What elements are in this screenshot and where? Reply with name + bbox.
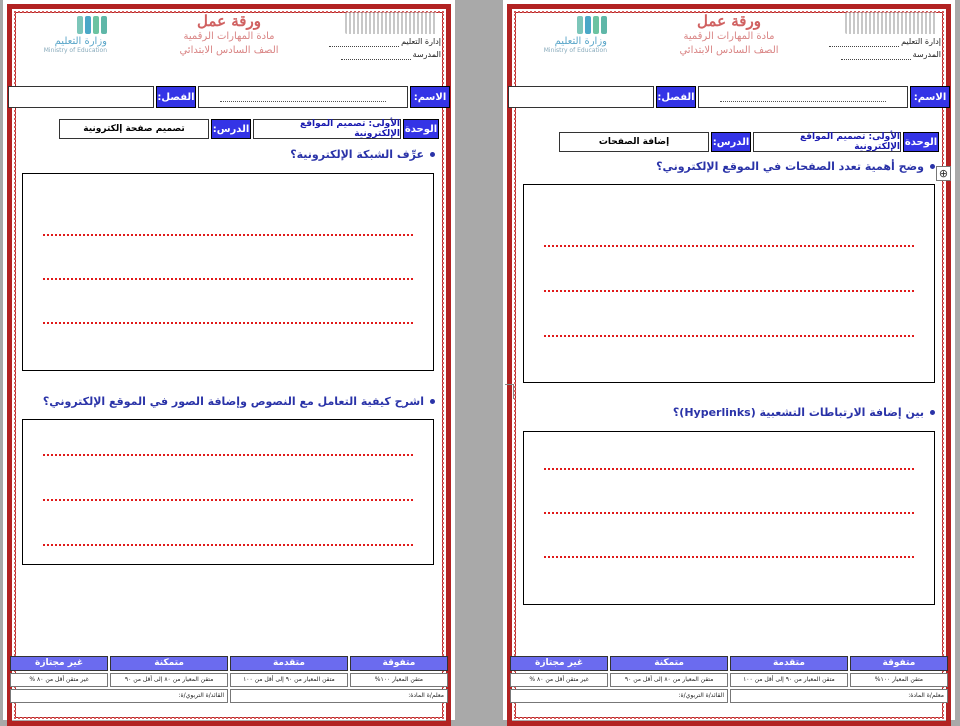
rubric-cell[interactable]: متقن المعيار ١٠٠% (850, 673, 948, 687)
kingdom-emblem-icon (845, 12, 937, 34)
rubric-header: غير مجتازة (510, 656, 608, 671)
rubric-cell[interactable]: غير متقن أقل من ٨٠ % (510, 673, 608, 687)
grade-label: الصف السادس الابتدائي (179, 45, 279, 56)
student-info-row (508, 86, 950, 108)
lesson-value: إضافة الصفحات (559, 132, 709, 152)
rubric-header: متقدمة (730, 656, 848, 671)
rubric-cell[interactable]: متقن المعيار من ٩٠ إلى أقل من ١٠٠ (230, 673, 348, 687)
admin-field[interactable] (829, 37, 899, 47)
unit-value: الأولى: تصميم المواقع الإلكترونية (753, 132, 901, 152)
admin-field[interactable] (329, 37, 399, 47)
rubric-header: متمكنة (610, 656, 728, 671)
ministry-name-en: Ministry of Education (43, 47, 107, 54)
admin-label: إدارة التعليم (401, 37, 441, 46)
rubric-cell[interactable]: متقن المعيار من ٨٠ إلى أقل من ٩٠ (110, 673, 228, 687)
answer-line (43, 322, 413, 324)
student-info-row (8, 86, 450, 108)
question-2-text: بين إضافة الارتباطات التشعبية (Hyperlinks)؟ (672, 406, 924, 419)
teacher-signature[interactable]: معلم/ة المادة: (730, 689, 948, 703)
header-info (321, 12, 441, 60)
admin-label: إدارة التعليم (901, 37, 941, 46)
ministry-logo (517, 16, 607, 54)
ministry-logo (17, 16, 107, 54)
ministry-name-en: Ministry of Education (543, 47, 607, 54)
answer-line (544, 290, 914, 292)
answer-box-1[interactable] (22, 173, 434, 371)
answer-line (43, 234, 413, 236)
rubric-header: متفوقة (350, 656, 448, 671)
name-field[interactable] (198, 86, 408, 108)
ministry-logo-icon (17, 16, 107, 34)
school-field[interactable] (341, 50, 411, 60)
answer-line (43, 454, 413, 456)
rubric-header: متفوقة (850, 656, 948, 671)
worksheet-page-right (503, 0, 955, 720)
question-1-text: وضح أهمية تعدد الصفحات في الموقع الإلكتروني؟ (656, 160, 924, 173)
class-field[interactable] (8, 86, 154, 108)
worksheet-title: ورقة عمل (197, 12, 261, 30)
subject-label: مادة المهارات الرقمية (183, 31, 275, 42)
ministry-logo-icon (517, 16, 607, 34)
rubric-table (10, 656, 448, 702)
answer-box-2[interactable] (22, 419, 434, 565)
unit-lesson-row (19, 119, 439, 139)
lesson-label: الدرس: (211, 119, 251, 139)
page-header (517, 12, 941, 84)
rubric-header: غير مجتازة (10, 656, 108, 671)
answer-box-1[interactable] (523, 184, 935, 383)
question-2 (43, 395, 435, 408)
school-label: المدرسة (912, 50, 941, 59)
subject-label: مادة المهارات الرقمية (683, 31, 775, 42)
answer-line (544, 556, 914, 558)
question-1 (656, 160, 935, 173)
name-field[interactable] (698, 86, 908, 108)
name-label: الاسم: (410, 86, 450, 108)
unit-value: الأولى: تصميم المواقع الإلكترونية (253, 119, 401, 139)
signature-row (510, 689, 948, 701)
header-info (821, 12, 941, 60)
lesson-label: الدرس: (711, 132, 751, 152)
grade-label: الصف السادس الابتدائي (679, 45, 779, 56)
class-field[interactable] (508, 86, 654, 108)
rubric-cell[interactable]: متقن المعيار ١٠٠% (350, 673, 448, 687)
answer-line (544, 335, 914, 337)
rubric-cell[interactable]: متقن المعيار من ٨٠ إلى أقل من ٩٠ (610, 673, 728, 687)
name-label: الاسم: (910, 86, 950, 108)
signature-row (10, 689, 448, 701)
rubric-header: متقدمة (230, 656, 348, 671)
rubric-cell[interactable]: غير متقن أقل من ٨٠ % (10, 673, 108, 687)
unit-label: الوحدة (403, 119, 439, 139)
header-title-block (644, 12, 814, 58)
text-boundary-marker (505, 384, 514, 399)
class-label: الفصل: (156, 86, 196, 108)
unit-lesson-row (519, 132, 939, 152)
school-field[interactable] (841, 50, 911, 60)
answer-line (43, 499, 413, 501)
answer-line (544, 512, 914, 514)
lesson-value: تصميم صفحة إلكترونية (59, 119, 209, 139)
question-2-text: اشرح كيفية التعامل مع النصوص وإضافة الصور في الموقع الإلكتروني؟ (42, 395, 424, 408)
teacher-signature[interactable]: معلم/ة المادة: (230, 689, 448, 703)
school-label: المدرسة (412, 50, 441, 59)
kingdom-emblem-icon (345, 12, 437, 34)
question-1 (290, 148, 435, 161)
supervisor-signature[interactable]: القائد/ة التربوي/ة: (10, 689, 228, 703)
ministry-name-ar: وزارة التعليم (554, 36, 607, 47)
supervisor-signature[interactable]: القائد/ة التربوي/ة: (510, 689, 728, 703)
answer-box-2[interactable] (523, 431, 935, 605)
rubric-header: متمكنة (110, 656, 228, 671)
rubric-table (510, 656, 948, 702)
worksheet-page-left (3, 0, 455, 720)
unit-label: الوحدة (903, 132, 939, 152)
question-1-text: عرِّف الشبكة الإلكترونية؟ (290, 148, 424, 161)
bullet-icon (930, 410, 935, 415)
question-2 (673, 406, 935, 419)
answer-line (544, 468, 914, 470)
table-move-handle-icon[interactable]: ⊕ (936, 166, 951, 181)
bullet-icon (430, 152, 435, 157)
rubric-cell[interactable]: متقن المعيار من ٩٠ إلى أقل من ١٠٠ (730, 673, 848, 687)
answer-line (43, 278, 413, 280)
class-label: الفصل: (656, 86, 696, 108)
answer-line (43, 544, 413, 546)
bullet-icon (930, 164, 935, 169)
worksheet-title: ورقة عمل (697, 12, 761, 30)
page-header (17, 12, 441, 84)
answer-line (544, 245, 914, 247)
ministry-name-ar: وزارة التعليم (54, 36, 107, 47)
header-title-block (144, 12, 314, 58)
bullet-icon (430, 399, 435, 404)
